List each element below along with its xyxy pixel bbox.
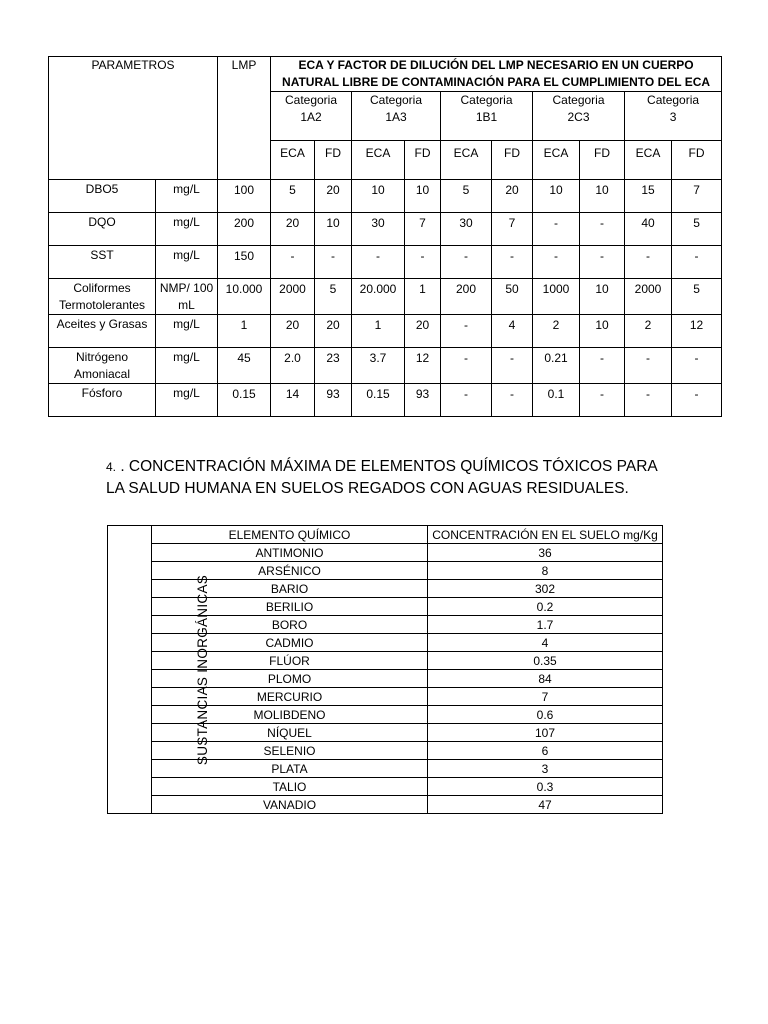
unit-cell: mg/L (156, 384, 218, 417)
table1-body (49, 180, 722, 417)
table-row (108, 724, 663, 742)
fd-cell: - (492, 348, 533, 384)
element-cell: BORO (152, 616, 428, 634)
eca-cell: 10 (352, 180, 405, 213)
unit-cell: mg/L (156, 348, 218, 384)
side-label-cell (108, 526, 211, 814)
concentration-cell: 4 (428, 634, 663, 652)
fd-cell: 93 (315, 384, 352, 417)
param-cell: Fósforo (49, 384, 156, 417)
header-concentration: CONCENTRACIÓN EN EL SUELO mg/Kg (428, 526, 663, 544)
table-row (49, 348, 722, 384)
concentration-cell: 107 (428, 724, 663, 742)
fd-cell: - (672, 246, 722, 279)
fd-cell: 5 (672, 213, 722, 246)
unit-cell: mg/L (156, 315, 218, 348)
param-cell: Aceites y Grasas (49, 315, 156, 348)
concentration-cell: 47 (428, 796, 663, 814)
param-cell: Nitrógeno Amoniacal (49, 348, 156, 384)
unit-cell: NMP/ 100 mL (156, 279, 218, 315)
eca-cell: 2 (533, 315, 580, 348)
concentration-cell: 8 (428, 562, 663, 580)
table-row (49, 213, 722, 246)
subheader-fd: FD (492, 141, 533, 180)
section-title: . CONCENTRACIÓN MÁXIMA DE ELEMENTOS QUÍMICOS TÓXICOS PARA LA SALUD HUMANA EN SUELOS REGADOS CON AGUAS RESIDUALES. (106, 458, 657, 497)
element-cell: MERCURIO (152, 688, 428, 706)
concentration-cell: 0.2 (428, 598, 663, 616)
fd-cell: 50 (492, 279, 533, 315)
fd-cell: - (580, 348, 625, 384)
fd-cell: 4 (492, 315, 533, 348)
fd-cell: 10 (580, 180, 625, 213)
fd-cell: - (405, 246, 441, 279)
lmp-cell: 10.000 (218, 279, 271, 315)
element-cell: PLOMO (152, 670, 428, 688)
lmp-cell: 100 (218, 180, 271, 213)
table-row (108, 670, 663, 688)
subheader-fd: FD (405, 141, 441, 180)
eca-cell: 2.0 (271, 348, 315, 384)
table-row (49, 315, 722, 348)
table-row (108, 796, 663, 814)
eca-cell: - (441, 246, 492, 279)
eca-cell: - (441, 384, 492, 417)
eca-cell: 0.21 (533, 348, 580, 384)
concentration-cell: 7 (428, 688, 663, 706)
eca-cell: 5 (441, 180, 492, 213)
eca-cell: 5 (271, 180, 315, 213)
concentration-cell: 3 (428, 760, 663, 778)
fd-cell: - (672, 348, 722, 384)
section-heading (106, 456, 666, 499)
fd-cell: - (492, 246, 533, 279)
element-cell: ANTIMONIO (152, 544, 428, 562)
category-header: Categoria 1A2 (271, 92, 352, 141)
table-row (49, 180, 722, 213)
concentration-cell: 302 (428, 580, 663, 598)
concentration-cell: 0.3 (428, 778, 663, 796)
fd-cell: 20 (405, 315, 441, 348)
concentration-cell: 1.7 (428, 616, 663, 634)
eca-cell: 40 (625, 213, 672, 246)
param-cell: DBO5 (49, 180, 156, 213)
fd-cell: 7 (405, 213, 441, 246)
eca-cell: - (441, 348, 492, 384)
subheader-eca: ECA (441, 141, 492, 180)
header-lmp: LMP (218, 57, 271, 180)
table-row (108, 760, 663, 778)
unit-cell: mg/L (156, 246, 218, 279)
eca-cell: 30 (352, 213, 405, 246)
section-number: 4. (106, 460, 117, 474)
eca-cell: 10 (533, 180, 580, 213)
subheader-fd: FD (580, 141, 625, 180)
eca-cell: - (441, 315, 492, 348)
eca-cell: - (271, 246, 315, 279)
eca-cell: 2000 (271, 279, 315, 315)
eca-cell: - (352, 246, 405, 279)
table-row (108, 778, 663, 796)
eca-cell: 1 (352, 315, 405, 348)
eca-cell: 14 (271, 384, 315, 417)
toxic-elements-table (107, 525, 663, 814)
concentration-cell: 36 (428, 544, 663, 562)
param-cell: DQO (49, 213, 156, 246)
element-cell: VANADIO (152, 796, 428, 814)
element-cell: MOLIBDENO (152, 706, 428, 724)
param-cell: Coliformes Termotolerantes (49, 279, 156, 315)
element-cell: TALIO (152, 778, 428, 796)
fd-cell: 5 (672, 279, 722, 315)
category-header: Categoria 1A3 (352, 92, 441, 141)
table-row (108, 634, 663, 652)
eca-cell: - (625, 246, 672, 279)
fd-cell: - (672, 384, 722, 417)
fd-cell: 10 (580, 279, 625, 315)
table-row (108, 616, 663, 634)
fd-cell: 10 (405, 180, 441, 213)
fd-cell: 5 (315, 279, 352, 315)
eca-cell: 15 (625, 180, 672, 213)
fd-cell: 93 (405, 384, 441, 417)
element-cell: BARIO (152, 580, 428, 598)
table-row (108, 598, 663, 616)
element-cell: ARSÉNICO (152, 562, 428, 580)
param-cell: SST (49, 246, 156, 279)
category-header: Categoria 2C3 (533, 92, 625, 141)
subheader-fd: FD (315, 141, 352, 180)
fd-cell: 20 (315, 315, 352, 348)
element-cell: CADMIO (152, 634, 428, 652)
eca-cell: 2 (625, 315, 672, 348)
lmp-cell: 1 (218, 315, 271, 348)
category-header: Categoria 1B1 (441, 92, 533, 141)
eca-cell: - (625, 348, 672, 384)
eca-cell: 0.15 (352, 384, 405, 417)
element-cell: SELENIO (152, 742, 428, 760)
table-row (108, 652, 663, 670)
fd-cell: 20 (492, 180, 533, 213)
eca-dilution-table (48, 56, 722, 417)
header-parametros: PARAMETROS (49, 57, 218, 180)
eca-cell: 0.1 (533, 384, 580, 417)
header-element: ELEMENTO QUÍMICO (152, 526, 428, 544)
subheader-fd: FD (672, 141, 722, 180)
subheader-eca: ECA (271, 141, 315, 180)
fd-cell: 10 (580, 315, 625, 348)
unit-cell: mg/L (156, 213, 218, 246)
fd-cell: 10 (315, 213, 352, 246)
table-row (49, 279, 722, 315)
fd-cell: - (580, 384, 625, 417)
concentration-cell: 6 (428, 742, 663, 760)
eca-cell: - (533, 213, 580, 246)
table-row (108, 544, 663, 562)
concentration-cell: 0.6 (428, 706, 663, 724)
eca-cell: 20 (271, 315, 315, 348)
eca-cell: 1000 (533, 279, 580, 315)
fd-cell: 7 (492, 213, 533, 246)
eca-cell: 20.000 (352, 279, 405, 315)
side-label: SUSTANCIAS INORGÁNICAS (195, 574, 211, 765)
eca-cell: 200 (441, 279, 492, 315)
eca-cell: - (625, 384, 672, 417)
element-cell: FLÚOR (152, 652, 428, 670)
table-row (108, 562, 663, 580)
subheader-eca: ECA (533, 141, 580, 180)
table-header-row (108, 526, 663, 544)
fd-cell: - (315, 246, 352, 279)
lmp-cell: 150 (218, 246, 271, 279)
eca-cell: 3.7 (352, 348, 405, 384)
table-row (108, 688, 663, 706)
element-cell: NÍQUEL (152, 724, 428, 742)
fd-cell: 7 (672, 180, 722, 213)
eca-cell: 30 (441, 213, 492, 246)
fd-cell: 20 (315, 180, 352, 213)
table-row (49, 246, 722, 279)
eca-cell: - (533, 246, 580, 279)
concentration-cell: 84 (428, 670, 663, 688)
fd-cell: 1 (405, 279, 441, 315)
lmp-cell: 45 (218, 348, 271, 384)
fd-cell: - (580, 246, 625, 279)
table2-body (108, 526, 663, 814)
fd-cell: - (492, 384, 533, 417)
element-cell: BERILIO (152, 598, 428, 616)
table-row (108, 580, 663, 598)
category-header: Categoria 3 (625, 92, 722, 141)
unit-cell: mg/L (156, 180, 218, 213)
fd-cell: 12 (672, 315, 722, 348)
eca-cell: 2000 (625, 279, 672, 315)
subheader-eca: ECA (352, 141, 405, 180)
fd-cell: 23 (315, 348, 352, 384)
element-cell: PLATA (152, 760, 428, 778)
fd-cell: - (580, 213, 625, 246)
subheader-eca: ECA (625, 141, 672, 180)
eca-cell: 20 (271, 213, 315, 246)
table-row (108, 706, 663, 724)
fd-cell: 12 (405, 348, 441, 384)
header-eca-title: ECA Y FACTOR DE DILUCIÓN DEL LMP NECESARIO EN UN CUERPO NATURAL LIBRE DE CONTAMINACIÓN PARA EL CUMPLIMIENTO DEL ECA (271, 57, 722, 92)
lmp-cell: 200 (218, 213, 271, 246)
table-row (108, 742, 663, 760)
table-row (49, 384, 722, 417)
concentration-cell: 0.35 (428, 652, 663, 670)
lmp-cell: 0.15 (218, 384, 271, 417)
